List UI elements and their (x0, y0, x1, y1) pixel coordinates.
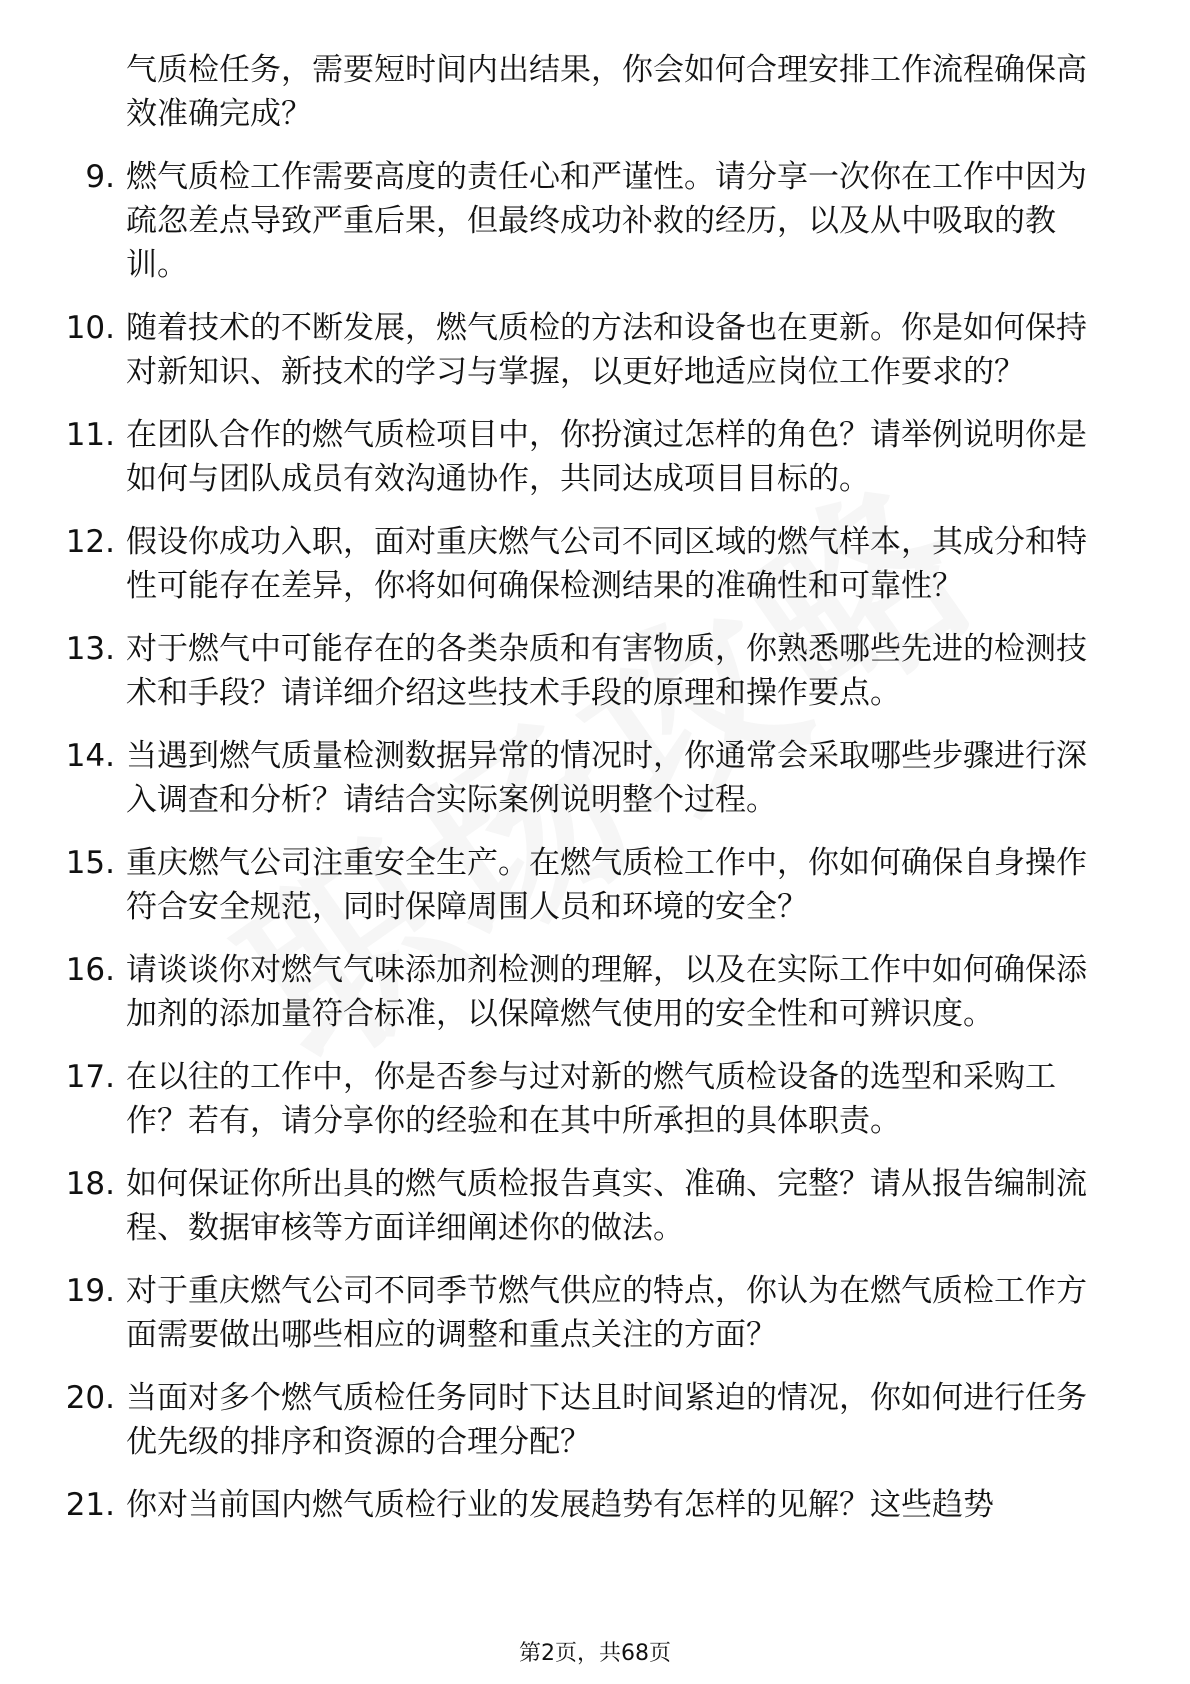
item-text: 重庆燃气公司注重安全生产。在燃气质检工作中，你如何确保自身操作符合安全规范，同时保障周围人员和环境的安全？ (126, 845, 1087, 925)
list-item (0, 1483, 1116, 1527)
item-text: 你对当前国内燃气质检行业的发展趋势有怎样的见解？这些趋势 (126, 1487, 994, 1523)
item-number: 9. (85, 159, 115, 195)
item-number: 20. (65, 1380, 115, 1416)
item-number: 16. (65, 952, 115, 988)
list-item (0, 48, 1116, 136)
list-item (0, 1055, 1116, 1143)
item-number: 14. (65, 738, 115, 774)
item-number: 15. (65, 845, 115, 881)
list-item (0, 1162, 1116, 1250)
item-text: 在以往的工作中，你是否参与过对新的燃气质检设备的选型和采购工作？若有，请分享你的经验和在其中所承担的具体职责。 (126, 1059, 1056, 1139)
item-text: 气质检任务，需要短时间内出结果，你会如何合理安排工作流程确保高效准确完成？ (126, 52, 1087, 132)
item-text: 当面对多个燃气质检任务同时下达且时间紧迫的情况，你如何进行任务优先级的排序和资源的合理分配？ (126, 1380, 1087, 1460)
item-number: 10. (65, 310, 115, 346)
item-number: 13. (65, 631, 115, 667)
item-number: 19. (65, 1273, 115, 1309)
question-list (0, 48, 1190, 1546)
item-text: 请谈谈你对燃气气味添加剂检测的理解，以及在实际工作中如何确保添加剂的添加量符合标准，以保障燃气使用的安全性和可辨识度。 (126, 952, 1087, 1032)
item-number: 18. (65, 1166, 115, 1202)
item-number: 12. (65, 524, 115, 560)
list-item (0, 1376, 1116, 1464)
item-text: 当遇到燃气质量检测数据异常的情况时，你通常会采取哪些步骤进行深入调查和分析？请结合实际案例说明整个过程。 (126, 738, 1087, 818)
list-item (0, 734, 1116, 822)
item-text: 对于重庆燃气公司不同季节燃气供应的特点，你认为在燃气质检工作方面需要做出哪些相应的调整和重点关注的方面？ (126, 1273, 1087, 1353)
item-number: 11. (65, 417, 115, 453)
item-text: 如何保证你所出具的燃气质检报告真实、准确、完整？请从报告编制流程、数据审核等方面详细阐述你的做法。 (126, 1166, 1087, 1246)
list-item (0, 520, 1116, 608)
list-item (0, 948, 1116, 1036)
item-text: 燃气质检工作需要高度的责任心和严谨性。请分享一次你在工作中因为疏忽差点导致严重后果，但最终成功补救的经历，以及从中吸取的教训。 (126, 159, 1087, 283)
item-number: 17. (65, 1059, 115, 1095)
item-text: 随着技术的不断发展，燃气质检的方法和设备也在更新。你是如何保持对新知识、新技术的学习与掌握，以更好地适应岗位工作要求的？ (126, 310, 1087, 390)
list-item (0, 1269, 1116, 1357)
list-item (0, 306, 1116, 394)
list-item (0, 155, 1116, 287)
page-footer: 第2页，共68页 (519, 1641, 671, 1666)
list-item (0, 841, 1116, 929)
item-text: 对于燃气中可能存在的各类杂质和有害物质，你熟悉哪些先进的检测技术和手段？请详细介绍这些技术手段的原理和操作要点。 (126, 631, 1087, 711)
list-item (0, 627, 1116, 715)
item-number: 21. (65, 1487, 115, 1523)
item-text: 在团队合作的燃气质检项目中，你扮演过怎样的角色？请举例说明你是如何与团队成员有效沟通协作，共同达成项目目标的。 (126, 417, 1087, 497)
item-text: 假设你成功入职，面对重庆燃气公司不同区域的燃气样本，其成分和特性可能存在差异，你将如何确保检测结果的准确性和可靠性？ (126, 524, 1087, 604)
list-item (0, 413, 1116, 501)
